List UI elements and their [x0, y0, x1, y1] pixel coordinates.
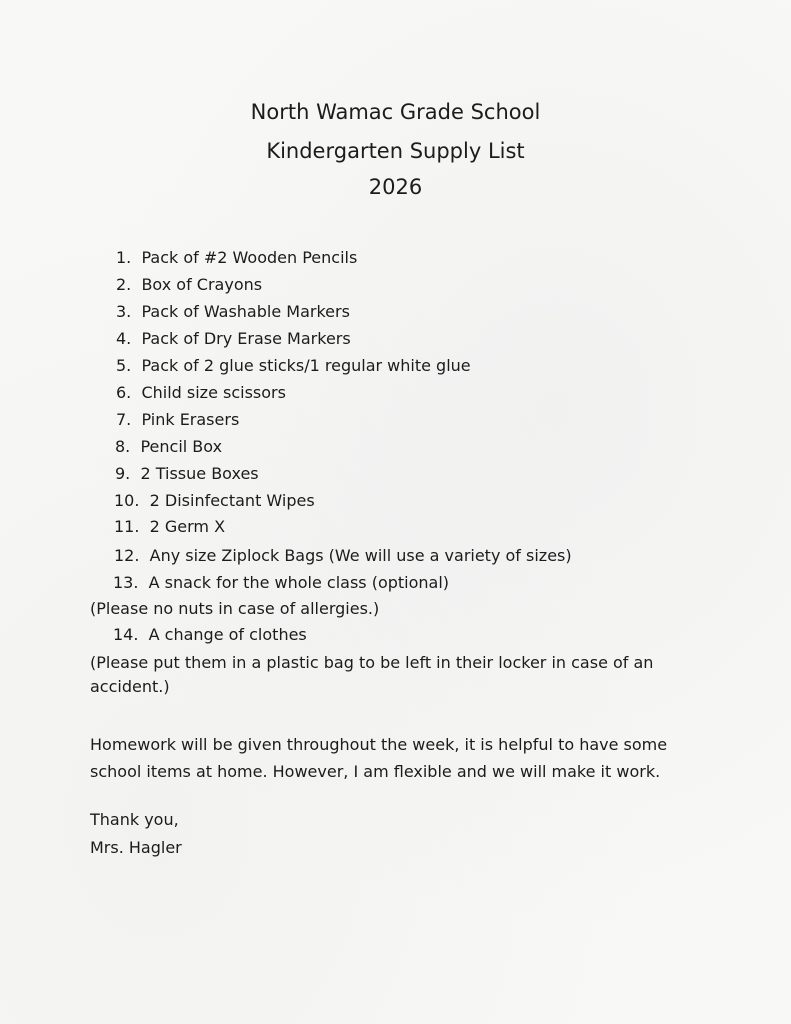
list-item: [116, 410, 239, 429]
list-item: [115, 464, 259, 483]
list-item: [113, 573, 449, 592]
item-text: 2 Disinfectant Wipes: [149, 491, 315, 510]
item-text: Pack of Dry Erase Markers: [141, 329, 351, 348]
item-number: 6.: [116, 383, 137, 402]
item-text: Pencil Box: [140, 437, 223, 456]
snack-note: (Please no nuts in case of allergies.): [90, 599, 380, 618]
item-text: Any size Ziplock Bags (We will use a variety of sizes): [149, 546, 572, 565]
item-number: 9.: [115, 464, 136, 483]
item-text: Box of Crayons: [141, 275, 263, 294]
item-text: A snack for the whole class (optional): [148, 573, 450, 592]
item-text: A change of clothes: [148, 625, 307, 644]
list-item: [116, 275, 262, 294]
item-text: Child size scissors: [141, 383, 286, 402]
clothes-note-line1: (Please put them in a plastic bag to be left in their locker in case of an: [90, 653, 654, 672]
list-item: [114, 517, 225, 536]
list-item: [116, 383, 286, 402]
list-item: [113, 625, 307, 644]
item-text: Pack of Washable Markers: [141, 302, 350, 321]
item-text: Pack of #2 Wooden Pencils: [141, 248, 358, 267]
clothes-note-line2: accident.): [90, 677, 170, 696]
item-number: 10.: [114, 491, 145, 510]
item-number: 1.: [116, 248, 137, 267]
item-number: 5.: [116, 356, 137, 375]
list-year: 2026: [368, 175, 423, 199]
item-number: 3.: [116, 302, 137, 321]
item-number: 8.: [115, 437, 136, 456]
list-title: Kindergarten Supply List: [266, 139, 525, 163]
list-item: [116, 302, 350, 321]
item-text: Pack of 2 glue sticks/1 regular white glue: [141, 356, 471, 375]
closing-thanks: Thank you,: [90, 810, 179, 829]
item-text: 2 Tissue Boxes: [140, 464, 259, 483]
list-item: [114, 546, 572, 565]
school-name: North Wamac Grade School: [250, 100, 541, 124]
signature: Mrs. Hagler: [90, 838, 182, 857]
list-item: [116, 329, 351, 348]
item-number: 2.: [116, 275, 137, 294]
item-text: Pink Erasers: [141, 410, 240, 429]
homework-line1: Homework will be given throughout the week, it is helpful to have some: [90, 735, 668, 754]
list-item: [116, 248, 357, 267]
item-number: 7.: [116, 410, 137, 429]
list-item: [116, 356, 471, 375]
item-number: 11.: [114, 517, 145, 536]
list-item: [115, 437, 222, 456]
list-item: [114, 491, 315, 510]
item-number: 12.: [114, 546, 145, 565]
homework-line2: school items at home. However, I am flexible and we will make it work.: [90, 762, 661, 781]
item-number: 14.: [113, 625, 144, 644]
item-text: 2 Germ X: [149, 517, 226, 536]
item-number: 4.: [116, 329, 137, 348]
item-number: 13.: [113, 573, 144, 592]
